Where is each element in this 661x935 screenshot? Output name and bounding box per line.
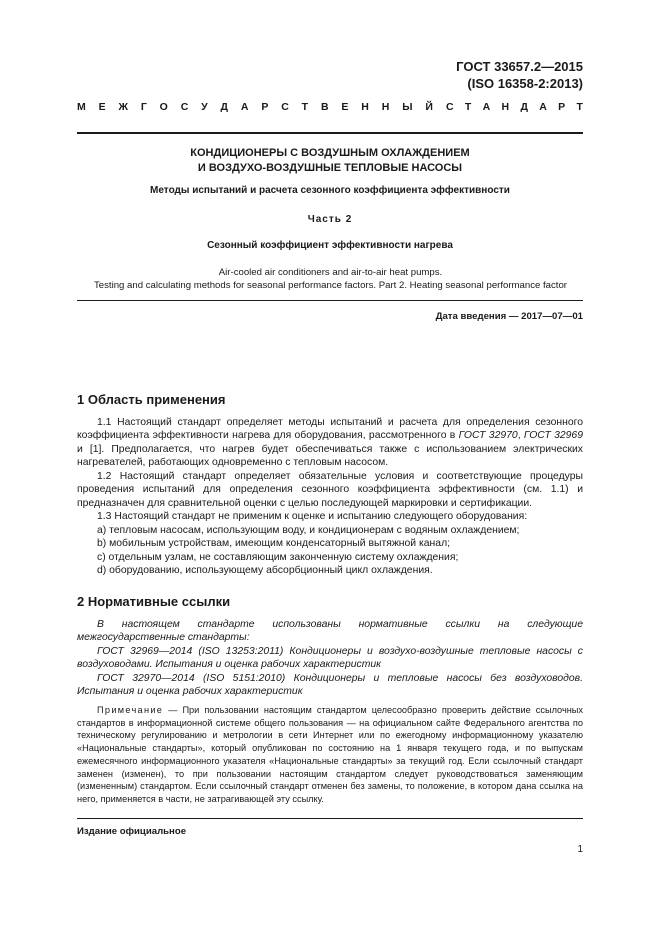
- document-subtitle: Методы испытаний и расчета сезонного коэффициента эффективности: [150, 185, 510, 196]
- section-heading: 1 Область применения: [77, 392, 226, 407]
- footer-rule: [77, 818, 583, 819]
- part-title: Сезонный коэффициент эффективности нагрева: [207, 240, 453, 251]
- reference-entry: ГОСТ 32969—2014 (ISO 13253:2011) Кондиционеры и воздухо-воздушные тепловые насосы с воздуховодами. Испытания и оценка рабочих характеристик: [77, 645, 583, 670]
- paragraph: 1.2 Настоящий стандарт определяет обязательные условия и соответствующие процедуры проведения испытаний для определения сезонного коэффициента эффективности (см. 1.1) и предназначен для сравнительной оценки с целью последующей маркировки и сертификации.: [77, 470, 583, 509]
- part-number: Часть 2: [307, 214, 353, 225]
- standard-word: С Т А Н Д А Р Т: [446, 101, 583, 113]
- note-text: — При пользовании настоящим стандартом целесообразно проверить действие ссылочных стандартов в информационной системе общего пользования — на официальном сайте Федерального агентства по техническому регулированию и метрологии в сети Интернет или по ежегодному информационному указателю «Национальные стандарты», который опубликован по состоянию на 1 января текущего года, и по выпускам ежемесячного информационного указателя «Национальные стандарты» за текущий год. Если ссылочный стандарт заменен (изменен), то при пользовании настоящим стандартом следует руководствоваться заменяющим (измененным) стандартом. Если ссылочный стандарт отменен без замены, то положение, в котором дана ссылка на него, применяется в части, не затрагивающей эту ссылку.: [77, 705, 583, 804]
- paragraph: 1.3 Настоящий стандарт не применим к оценке и испытанию следующего оборудования:: [97, 511, 528, 522]
- note-label: Примечание: [97, 705, 164, 715]
- official-edition-label: Издание официальное: [77, 826, 187, 837]
- title-line-2: И ВОЗДУХО-ВОЗДУШНЫЕ ТЕПЛОВЫЕ НАСОСЫ: [197, 162, 463, 174]
- section-normative-references: [77, 595, 583, 699]
- reference-link: ГОСТ 32969: [523, 430, 583, 441]
- list-item: d) оборудованию, использующему абсорбционный цикл охлаждения.: [97, 565, 433, 576]
- section-heading: 2 Нормативные ссылки: [77, 594, 231, 609]
- note-block: [77, 704, 583, 806]
- header-rule: [77, 132, 583, 134]
- document-title: [77, 146, 583, 176]
- iso-number: (ISO 16358-2:2013): [467, 76, 583, 91]
- english-title-line-1: Air-cooled air conditioners and air-to-air heat pumps.: [218, 267, 443, 278]
- section-scope: [77, 393, 583, 578]
- title-rule: [77, 300, 583, 301]
- standard-number: ГОСТ 33657.2—2015: [456, 59, 583, 74]
- introduction-date: Дата введения — 2017—07—01: [435, 311, 583, 322]
- interstate-standard-heading: [77, 101, 583, 113]
- interstate-word: М Е Ж Г О С У Д А Р С Т В Е Н Н Ы Й: [77, 101, 433, 113]
- standard-number-block: [456, 58, 583, 92]
- list-item: b) мобильным устройствам, имеющим конденсаторный вытяжной канал;: [97, 538, 451, 549]
- title-line-1: КОНДИЦИОНЕРЫ С ВОЗДУШНЫМ ОХЛАЖДЕНИЕМ: [190, 147, 470, 159]
- page-number: 1: [577, 844, 583, 855]
- english-title-line-2: Testing and calculating methods for seasonal performance factors. Part 2. Heating seasonal performance factor: [93, 280, 567, 291]
- reference-entry: ГОСТ 32970—2014 (ISO 5151:2010) Кондиционеры и тепловые насосы без воздуховодов. Испытания и оценка рабочих характеристик: [77, 672, 583, 697]
- paragraph: В настоящем стандарте использованы нормативные ссылки на следующие межгосударственные стандарты:: [77, 618, 583, 643]
- list-item: a) тепловым насосам, использующим воду, и кондиционерам с водяным охлаждением;: [97, 524, 520, 536]
- reference-link: ГОСТ 32970: [458, 430, 518, 441]
- list-item: c) отдельным узлам, не составляющим законченную систему охлаждения;: [97, 551, 459, 563]
- english-title: [60, 266, 601, 292]
- paragraph: 1.1 Настоящий стандарт определяет методы испытаний и расчета для определения сезонного коэффициента эффективности нагрева для оборудования, рассмотренного в ГОСТ 32970, ГОСТ 32969 и [1]. Предполагается, что нагрев будет обеспечиваться также с использованием электрических нагревателей, работающих одновременно с тепловым насосом.: [77, 416, 583, 468]
